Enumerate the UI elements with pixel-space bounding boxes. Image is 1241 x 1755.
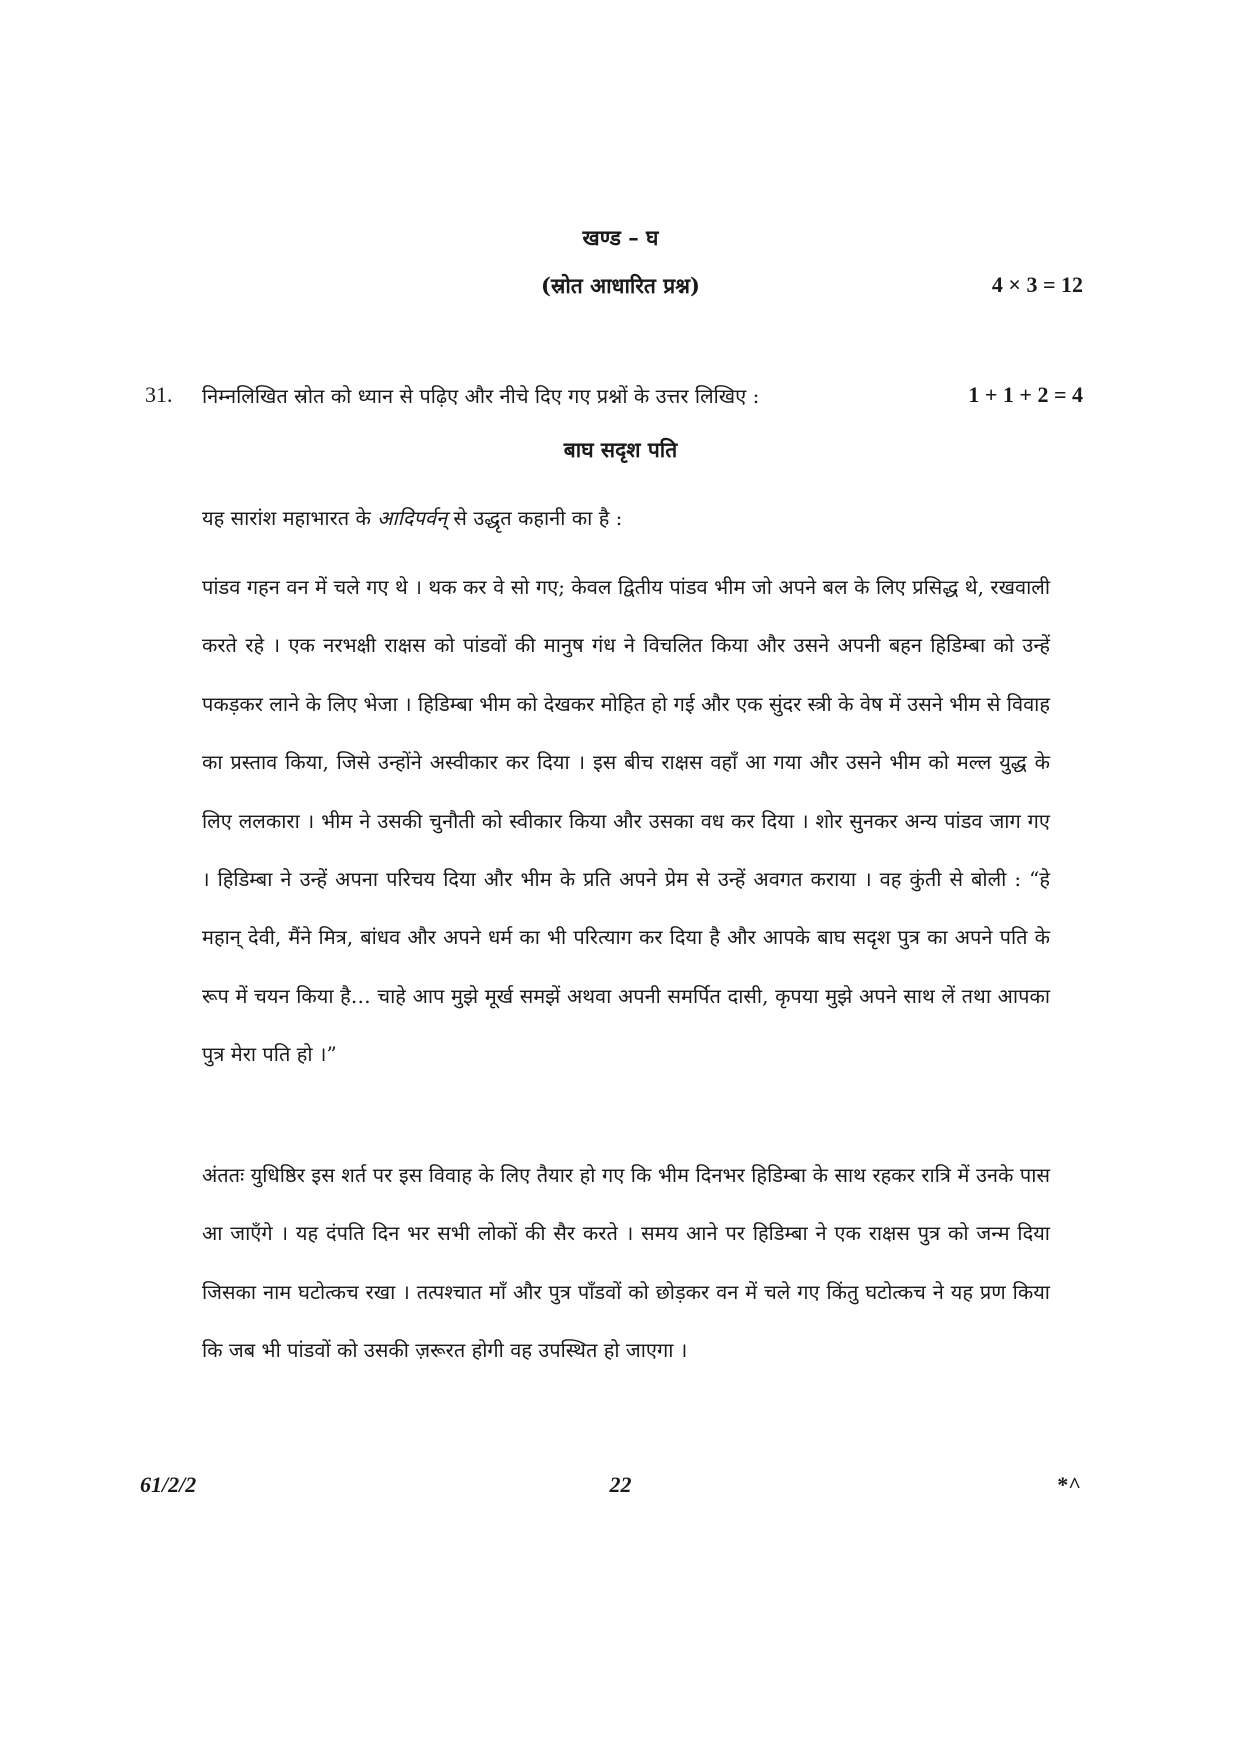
intro-text-before: यह सारांश महाभारत के bbox=[202, 506, 378, 530]
question-number: 31. bbox=[145, 382, 173, 407]
section-title: खण्ड – घ bbox=[582, 225, 659, 250]
section-subtitle: (स्रोत आधारित प्रश्न) bbox=[541, 273, 700, 298]
intro-text-italic: आदिपर्वन् bbox=[377, 506, 448, 530]
source-intro bbox=[202, 504, 622, 531]
question-marks: 1 + 1 + 2 = 4 bbox=[968, 382, 1083, 407]
question-instruction: निम्नलिखित स्रोत को ध्यान से पढ़िए और नीचे दिए गए प्रश्नों के उत्तर लिखिए : bbox=[202, 384, 760, 408]
source-title: बाघ सदृश पति bbox=[563, 437, 678, 462]
footer-mark: *^ bbox=[1057, 1472, 1081, 1497]
page-number: 22 bbox=[609, 1472, 632, 1497]
section-marks: 4 × 3 = 12 bbox=[991, 272, 1083, 297]
paper-code: 61/2/2 bbox=[140, 1472, 197, 1497]
source-paragraph-1: पांडव गहन वन में चले गए थे । थक कर वे सो गए; केवल द्वितीय पांडव भीम जो अपने बल के लिए प्रसिद्ध थे, रखवाली करते रहे । एक नरभक्षी राक्षस को पांडवों की मानुष गंध ने विचलित किया और उसने अपनी बहन हिडिम्बा को उन्हें पकड़कर लाने के लिए भेजा । हिडिम्बा भीम को देखकर मोहित हो गई और एक सुंदर स्त्री के वेष में उसने भीम से विवाह का प्रस्ताव किया, जिसे उन्होंने अस्वीकार कर दिया । इस बीच राक्षस वहाँ आ गया और उसने भीम को मल्ल युद्ध के लिए ललकारा । भीम ने उसकी चुनौती को स्वीकार किया और उसका वध कर दिया । शोर सुनकर अन्य पांडव जाग गए । हिडिम्बा ने उन्हें अपना परिचय दिया और भीम के प्रति अपने प्रेम से उन्हें अवगत कराया । वह कुंती से बोली : “हे महान् देवी, मैंने मित्र, बांधव और अपने धर्म का भी परित्याग कर दिया है और आपके बाघ सदृश पुत्र का अपने पति के रूप में चयन किया है… चाहे आप मुझे मूर्ख समझें अथवा अपनी समर्पित दासी, कृपया मुझे अपने साथ लें तथा आपका पुत्र मेरा पति हो ।” bbox=[202, 575, 1050, 1067]
source-paragraph-2: अंततः युधिष्ठिर इस शर्त पर इस विवाह के लिए तैयार हो गए कि भीम दिनभर हिडिम्बा के साथ रहकर रात्रि में उनके पास आ जाएँगे । यह दंपति दिन भर सभी लोकों की सैर करते । समय आने पर हिडिम्बा ने एक राक्षस पुत्र को जन्म दिया जिसका नाम घटोत्कच रखा । तत्पश्चात माँ और पुत्र पाँडवों को छोड़कर वन में चले गए किंतु घटोत्कच ने यह प्रण किया कि जब भी पांडवों को उसकी ज़रूरत होगी वह उपस्थित हो जाएगा । bbox=[202, 1163, 1050, 1363]
intro-text-after: से उद्धृत कहानी का है : bbox=[447, 506, 623, 530]
